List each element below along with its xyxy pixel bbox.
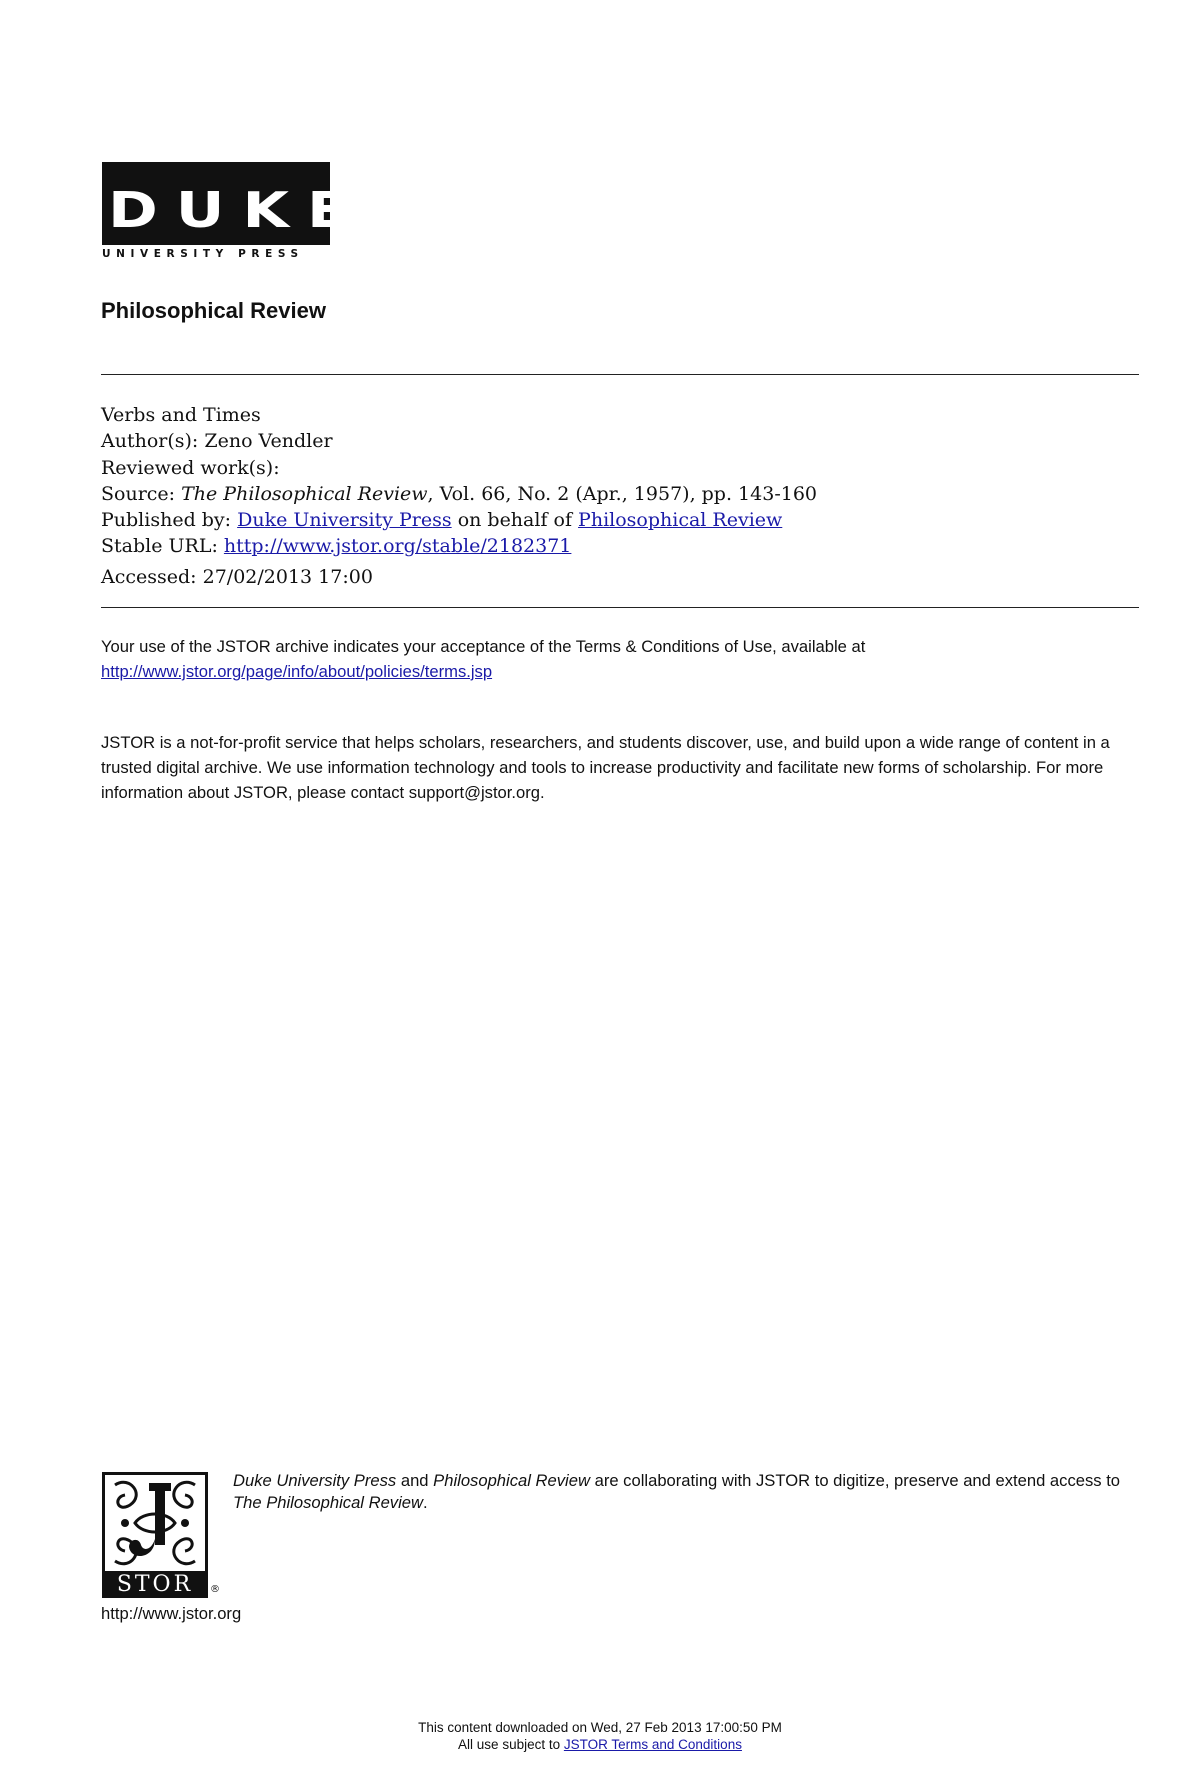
- published-label: Published by:: [101, 509, 232, 532]
- on-behalf-link[interactable]: Philosophical Review: [578, 509, 783, 532]
- collab-partner: Philosophical Review: [433, 1471, 590, 1490]
- collab-journal: The Philosophical Review: [233, 1493, 424, 1512]
- accessed-value: 27/02/2013 17:00: [202, 565, 373, 588]
- accessed-line: [101, 564, 817, 590]
- on-behalf-text: on behalf of: [457, 509, 572, 532]
- download-footer: [0, 1719, 1200, 1753]
- article-title: Verbs and Times: [101, 404, 261, 426]
- source-label: Source:: [101, 482, 176, 505]
- authors-line: [101, 428, 817, 454]
- published-line: [101, 507, 817, 533]
- stor-wordmark: STOR: [102, 1572, 208, 1598]
- bottom-divider: [101, 607, 1139, 608]
- logo-word: DUKE: [108, 181, 367, 240]
- terms-subject-line: [0, 1736, 1200, 1753]
- source-details: , Vol. 66, No. 2 (Apr., 1957), pp. 143-160: [427, 482, 818, 505]
- stable-url-line: [101, 533, 817, 559]
- top-divider: [101, 374, 1139, 375]
- collab-end: .: [423, 1493, 428, 1512]
- journal-title: Philosophical Review: [101, 298, 326, 323]
- stable-url-link[interactable]: http://www.jstor.org/stable/2182371: [223, 535, 572, 558]
- downloaded-notice: This content downloaded on Wed, 27 Feb 2013 17:00:50 PM: [418, 1720, 782, 1735]
- registered-mark: ®: [210, 1584, 220, 1595]
- collab-middle: are collaborating with JSTOR to digitize, preserve and extend access to: [594, 1471, 1121, 1490]
- stable-url-label: Stable URL:: [101, 535, 218, 558]
- source-line: [101, 481, 817, 507]
- jstor-logo-frame: [102, 1472, 208, 1574]
- collab-publisher: Duke University Press: [233, 1471, 397, 1490]
- collaboration-statement: [233, 1470, 1148, 1514]
- jstor-about-paragraph: JSTOR is a not-for-profit service that helps scholars, researchers, and students discover, use, and build upon a wide range of content in a trusted digital archive. We use information technology and tools to increase productivity and facilitate new forms of scholarship. For more information about JSTOR, please contact support@jstor.org.: [101, 733, 1110, 802]
- duke-university-press-logo: [102, 162, 367, 264]
- logo-subtitle: UNIVERSITY PRESS: [102, 248, 304, 260]
- subject-prefix: All use subject to: [458, 1737, 561, 1752]
- collab-and: and: [400, 1471, 429, 1490]
- accessed-label: Accessed:: [101, 565, 197, 588]
- ornamental-j-icon: [105, 1475, 205, 1571]
- terms-notice-text: Your use of the JSTOR archive indicates your acceptance of the Terms & Conditions of Use, available at: [101, 637, 866, 656]
- reviewed-works-label: Reviewed work(s):: [101, 456, 280, 479]
- jstor-terms-link[interactable]: JSTOR Terms and Conditions: [563, 1737, 742, 1752]
- publisher-link[interactable]: Duke University Press: [237, 509, 452, 532]
- source-journal: The Philosophical Review: [181, 482, 428, 505]
- jstor-logo: [102, 1472, 218, 1600]
- terms-notice: [101, 634, 1141, 684]
- authors-label: Author(s):: [101, 430, 199, 453]
- terms-link[interactable]: http://www.jstor.org/page/info/about/policies/terms.jsp: [101, 662, 493, 681]
- citation-block: [101, 402, 817, 590]
- authors-value: Zeno Vendler: [204, 430, 333, 453]
- jstor-url: http://www.jstor.org: [101, 1604, 242, 1623]
